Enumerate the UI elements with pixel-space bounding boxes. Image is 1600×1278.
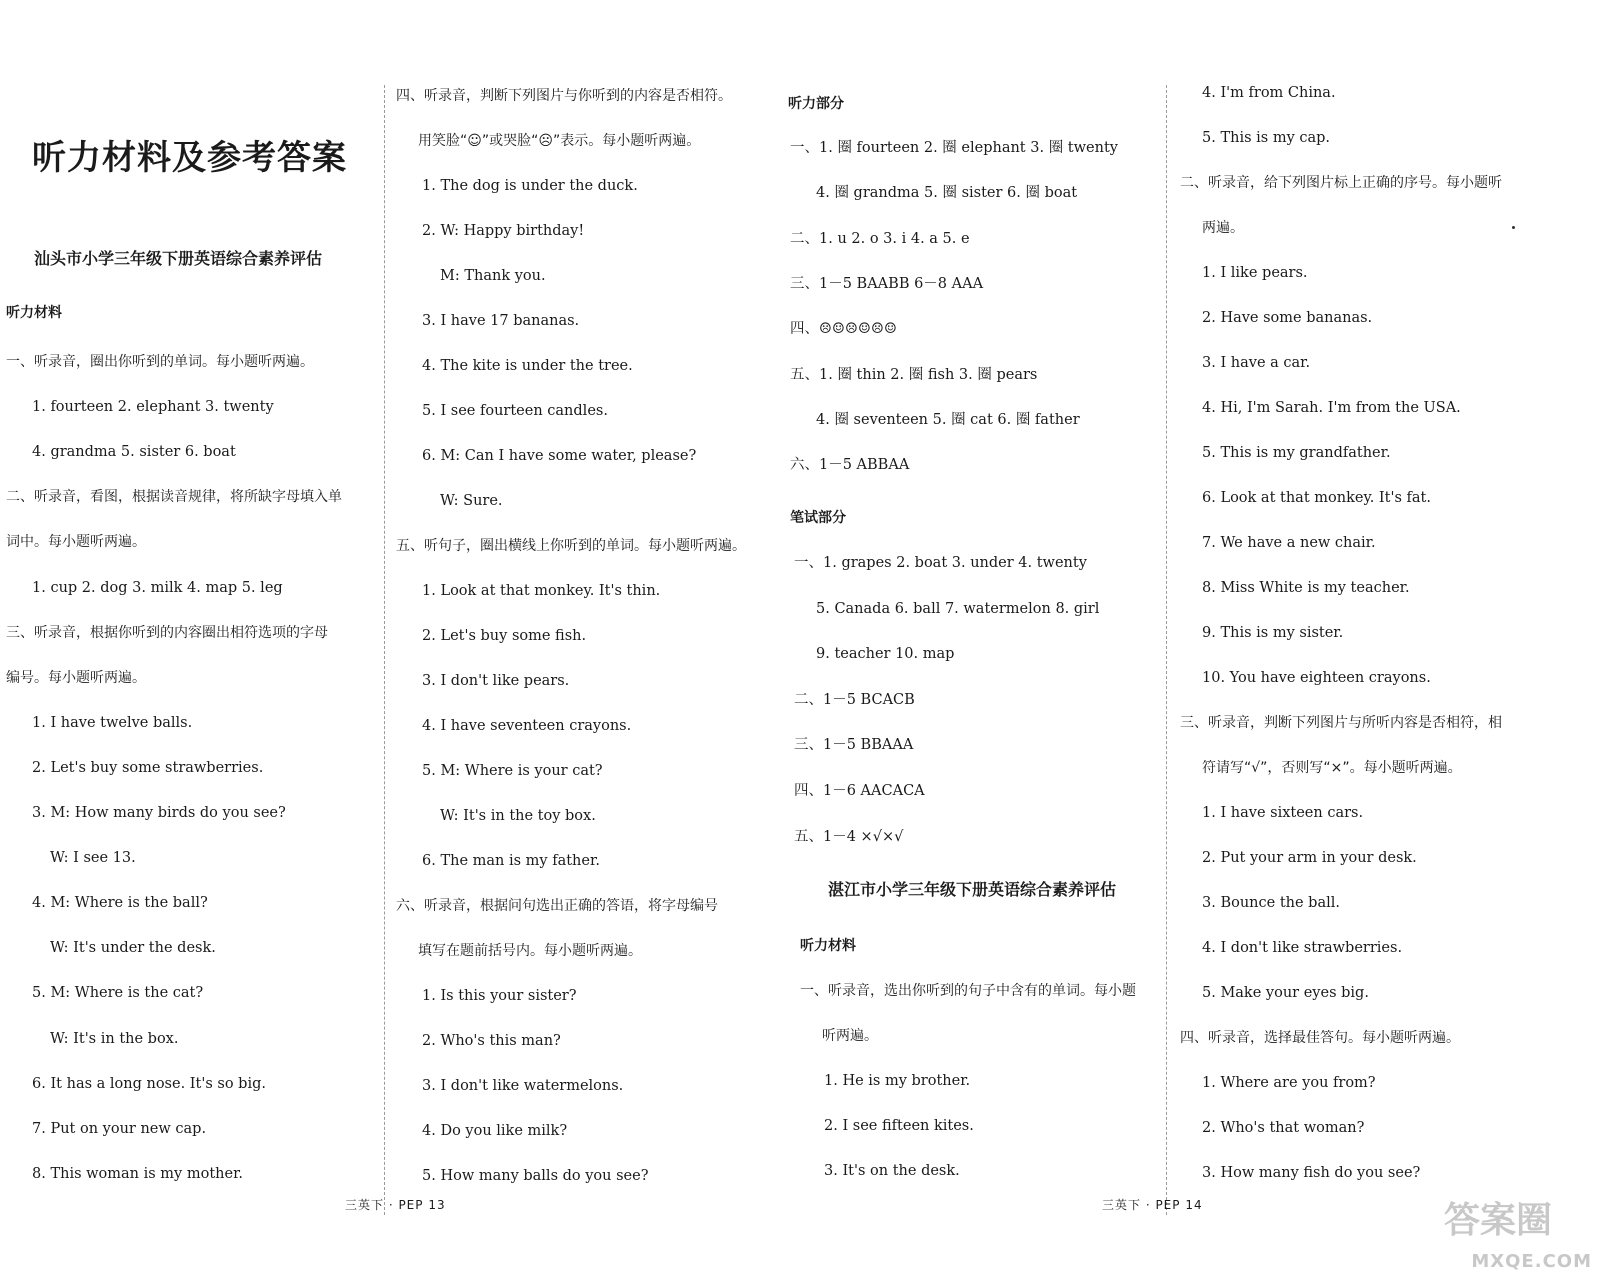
zhanjiang-title: 湛江市小学三年级下册英语综合素养评估 <box>828 880 1117 899</box>
text-line: 三、1－5 BAABB 6－8 AAA <box>790 275 984 292</box>
text-line: 4. I'm from China. <box>1202 85 1336 101</box>
question-instruction: 六、听录音，根据问句选出正确的答语，将字母编号 <box>396 898 718 914</box>
text-line: 1. fourteen 2. elephant 3. twenty <box>32 399 274 416</box>
text-line: 1. The dog is under the duck. <box>422 178 638 194</box>
text-line: 1. I have sixteen cars. <box>1202 805 1364 821</box>
question-instruction: 三、听录音，判断下列图片与所听内容是否相符，相 <box>1180 715 1502 731</box>
listening-part-label: 听力部分 <box>788 96 844 112</box>
text-line: W: It's in the box. <box>50 1030 179 1047</box>
text-line: 2. Let's buy some strawberries. <box>32 759 264 776</box>
text-line: W: It's in the toy box. <box>440 808 596 824</box>
text-line: 六、1－5 ABBAA <box>790 457 910 474</box>
writing-part-label: 笔试部分 <box>790 510 846 526</box>
page-footer-13: 三英下 · PEP 13 <box>345 1198 446 1212</box>
text-line: 4. Do you like milk? <box>422 1123 568 1139</box>
text-line: 6. The man is my father. <box>422 853 600 869</box>
page-footer-14: 三英下 · PEP 14 <box>1102 1198 1203 1212</box>
text-line: 9. This is my sister. <box>1202 625 1344 641</box>
text-line: 4. grandma 5. sister 6. boat <box>32 444 236 461</box>
question-instruction: 二、听录音，看图，根据读音规律，将所缺字母填入单 <box>6 489 342 506</box>
question-instruction: 三、听录音，根据你听到的内容圈出相符选项的字母 <box>6 624 328 641</box>
text-line: 五、1－4 ×√×√ <box>794 828 904 845</box>
page-14 <box>788 0 1600 1278</box>
text-line: 2. W: Happy birthday! <box>422 223 585 239</box>
text-line: 1. I have twelve balls. <box>32 714 193 731</box>
text-line: 3. M: How many birds do you see? <box>32 805 286 821</box>
text-line: 5. M: Where is your cat? <box>422 763 603 779</box>
text-line: 6. It has a long nose. It's so big. <box>32 1075 266 1092</box>
text-line: 五、1. 圈 thin 2. 圈 fish 3. 圈 pears <box>790 366 1038 383</box>
text-line: 二、1－5 BCACB <box>794 691 915 708</box>
text-line: 3. I don't like watermelons. <box>422 1078 624 1094</box>
question-instruction: 一、听录音，选出你听到的句子中含有的单词。每小题 <box>800 983 1136 999</box>
text-line: 8. Miss White is my teacher. <box>1202 580 1410 596</box>
text-line: 5. Make your eyes big. <box>1202 985 1369 1001</box>
text-line: 1. I like pears. <box>1202 265 1308 281</box>
question-instruction: 五、听句子，圈出横线上你听到的单词。每小题听两遍。 <box>396 538 746 554</box>
question-instruction: 填写在题前括号内。每小题听两遍。 <box>418 943 642 959</box>
text-line: 2. Have some bananas. <box>1202 310 1373 326</box>
text-line: 5. I see fourteen candles. <box>422 403 608 419</box>
text-line: 6. Look at that monkey. It's fat. <box>1202 490 1431 506</box>
question-instruction: 四、听录音，选择最佳答句。每小题听两遍。 <box>1180 1030 1460 1046</box>
question-instruction: 符请写“√”，否则写“×”。每小题听两遍。 <box>1202 760 1462 776</box>
shantou-title: 汕头市小学三年级下册英语综合素养评估 <box>34 249 323 268</box>
column-divider <box>384 85 385 1215</box>
column-divider-2 <box>1166 85 1167 1215</box>
text-line: 2. Put your arm in your desk. <box>1202 850 1417 866</box>
text-line: 7. We have a new chair. <box>1202 535 1376 551</box>
text-line: 3. I don't like pears. <box>422 673 570 689</box>
text-line: W: Sure. <box>440 493 503 509</box>
text-line: 4. I don't like strawberries. <box>1202 940 1403 956</box>
question-instruction: 两遍。 <box>1202 220 1244 236</box>
text-line: 一、1. 圈 fourteen 2. 圈 elephant 3. 圈 twenty <box>790 140 1118 156</box>
text-line: 一、1. grapes 2. boat 3. under 4. twenty <box>794 555 1087 571</box>
text-line: 5. This is my cap. <box>1202 130 1331 146</box>
text-line: 4. 圈 grandma 5. 圈 sister 6. 圈 boat <box>816 185 1078 202</box>
text-line: 1. He is my brother. <box>824 1073 971 1089</box>
text-line: 4. The kite is under the tree. <box>422 358 633 374</box>
question-instruction: 用笑脸“☺”或哭脸“☹”表示。每小题听两遍。 <box>418 133 701 149</box>
text-line: 5. This is my grandfather. <box>1202 445 1391 461</box>
text-line: 3. Bounce the ball. <box>1202 895 1340 911</box>
text-line: 9. teacher 10. map <box>816 646 955 663</box>
watermark-logo <box>1432 1192 1592 1272</box>
text-line: 5. Canada 6. ball 7. watermelon 8. girl <box>816 600 1100 617</box>
text-line: 2. Who's that woman? <box>1202 1120 1365 1136</box>
text-line: 四、1－6 AACACA <box>794 783 925 799</box>
text-line: 6. M: Can I have some water, please? <box>422 448 697 464</box>
stray-dot <box>1512 226 1515 229</box>
text-line: 三、1－5 BBAAA <box>794 737 914 754</box>
text-line: 2. I see fifteen kites. <box>824 1118 974 1134</box>
question-instruction: 一、听录音，圈出你听到的单词。每小题听两遍。 <box>6 354 314 370</box>
watermark-cn: 答案圈 <box>1443 1200 1552 1241</box>
text-line: 4. 圈 seventeen 5. 圈 cat 6. 圈 father <box>816 411 1080 428</box>
listening-label: 听力材料 <box>6 305 62 321</box>
text-line: 3. How many fish do you see? <box>1202 1165 1421 1181</box>
text-line: 1. cup 2. dog 3. milk 4. map 5. leg <box>32 579 283 596</box>
text-line: M: Thank you. <box>440 268 546 284</box>
text-line: 2. Let's buy some fish. <box>422 628 587 644</box>
text-line: 8. This woman is my mother. <box>32 1165 244 1182</box>
question-instruction: 词中。每小题听两遍。 <box>6 534 146 551</box>
question-instruction: 四、听录音，判断下列图片与你听到的内容是否相符。 <box>396 88 732 104</box>
question-instruction: 听两遍。 <box>822 1028 878 1044</box>
text-line: 1. Is this your sister? <box>422 988 577 1004</box>
text-line: 1. Where are you from? <box>1202 1075 1376 1091</box>
text-line: 1. Look at that monkey. It's thin. <box>422 583 661 599</box>
watermark-en: MXQE.COM <box>1471 1251 1592 1272</box>
text-line: W: I see 13. <box>50 850 136 867</box>
text-line: 4. I have seventeen crayons. <box>422 718 632 734</box>
text-line: 4. M: Where is the ball? <box>32 895 208 912</box>
text-line: 3. It's on the desk. <box>824 1163 960 1179</box>
question-instruction: 编号。每小题听两遍。 <box>6 669 146 686</box>
text-line: 二、1. u 2. o 3. i 4. a 5. e <box>790 230 970 247</box>
text-line: 5. How many balls do you see? <box>422 1168 649 1184</box>
text-line: W: It's under the desk. <box>50 940 216 957</box>
main-title: 听力材料及参考答案 <box>32 138 347 178</box>
text-line: 7. Put on your new cap. <box>32 1120 207 1137</box>
text-line: 5. M: Where is the cat? <box>32 985 204 1002</box>
text-line: 4. Hi, I'm Sarah. I'm from the USA. <box>1202 400 1461 416</box>
text-line: 3. I have 17 bananas. <box>422 313 580 329</box>
text-line: 2. Who's this man? <box>422 1033 561 1049</box>
text-line: 3. I have a car. <box>1202 355 1311 371</box>
listening-label-2: 听力材料 <box>800 938 856 954</box>
text-line: 10. You have eighteen crayons. <box>1202 670 1431 686</box>
text-line: 四、☹☺☹☺☹☺ <box>790 321 897 338</box>
question-instruction: 二、听录音，给下列图片标上正确的序号。每小题听 <box>1180 175 1502 191</box>
